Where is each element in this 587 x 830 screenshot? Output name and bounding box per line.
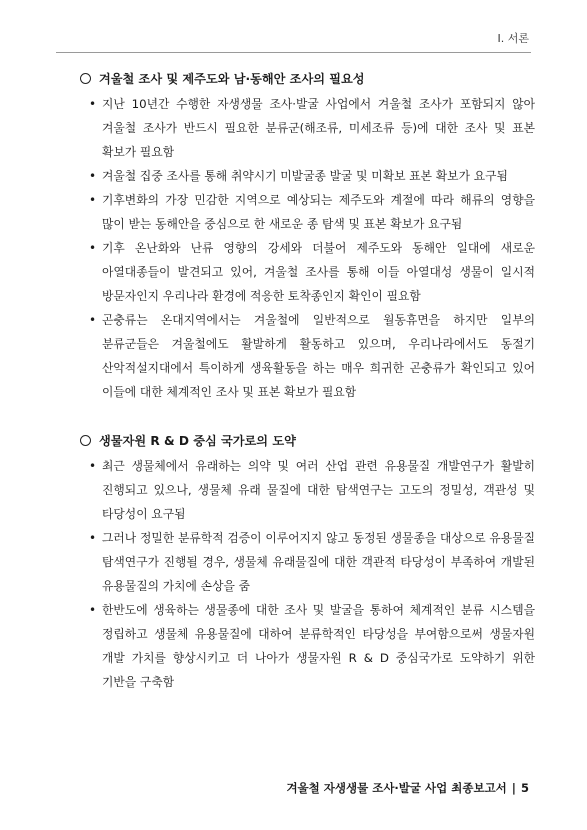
section-heading-text: 겨울철 조사 및 제주도와 남·동해안 조사의 필요성 bbox=[99, 72, 365, 86]
bullet-icon: • bbox=[89, 313, 97, 327]
section-heading bbox=[80, 70, 535, 88]
list-item bbox=[80, 526, 535, 598]
bullet-list bbox=[80, 454, 535, 694]
list-item bbox=[80, 164, 535, 188]
list-item bbox=[80, 454, 535, 526]
section-heading-text: 생물자원 R & D 중심 국가로의 도약 bbox=[99, 434, 296, 448]
list-item-text: 그러나 정밀한 분류학적 검증이 이루어지지 않고 동정된 생물종을 대상으로 유용물질 탐색연구가 진행될 경우, 생물체 유래물질에 대한 객관적 타당성이 부족하여 개발된 유용물질의 가치에 손상을 줌 bbox=[102, 531, 535, 593]
section-heading bbox=[80, 432, 535, 450]
list-item bbox=[80, 598, 535, 694]
section-bioresource-rd bbox=[80, 432, 535, 694]
list-item-text: 기후 온난화와 난류 영향의 강세와 더불어 제주도와 동해안 일대에 새로운 아열대종들이 발견되고 있어, 겨울철 조사를 통해 이들 아열대성 생물이 일시적 방문자인지 우리나라 환경에 적응한 토착종인지 확인이 필요함 bbox=[102, 241, 535, 303]
footer-report-title: 겨울철 자생생물 조사·발굴 사업 최종보고서 bbox=[286, 781, 507, 795]
list-item-text: 최근 생물체에서 유래하는 의약 및 여러 산업 관련 유용물질 개발연구가 활발히 진행되고 있으나, 생물체 유래 물질에 대한 탐색연구는 고도의 정밀성, 객관성 및 타당성이 요구됨 bbox=[102, 459, 535, 521]
bullet-list bbox=[80, 92, 535, 404]
bullet-icon: • bbox=[89, 459, 97, 473]
list-item-text: 곤충류는 온대지역에서는 겨울철에 일반적으로 월동휴면을 하지만 일부의 분류군들은 겨울철에도 활발하게 활동하고 있으며, 우리나라에서도 동절기 산악적설지대에서 특이하게 생육활동을 하는 매우 희귀한 곤충류가 확인되고 있어 이들에 대한 체계적인 조사 및 표본 확보가 필요함 bbox=[102, 313, 535, 399]
list-item-text: 겨울철 집중 조사를 통해 취약시기 미발굴종 발굴 및 미확보 표본 확보가 요구됨 bbox=[102, 169, 508, 183]
section-winter-survey bbox=[80, 70, 535, 404]
bullet-icon: • bbox=[89, 531, 97, 545]
page-footer bbox=[286, 780, 529, 796]
running-header: I. 서론 bbox=[497, 32, 529, 45]
footer-separator: | bbox=[511, 781, 516, 795]
hollow-circle-icon bbox=[80, 435, 91, 446]
list-item bbox=[80, 188, 535, 236]
hollow-circle-icon bbox=[80, 73, 91, 84]
list-item bbox=[80, 236, 535, 308]
bullet-icon: • bbox=[89, 97, 97, 111]
bullet-icon: • bbox=[89, 169, 97, 183]
bullet-icon: • bbox=[89, 241, 97, 255]
list-item-text: 지난 10년간 수행한 자생생물 조사·발굴 사업에서 겨울철 조사가 포함되지 않아 겨울철 조사가 반드시 필요한 분류군(해조류, 미세조류 등)에 대한 조사 및 표본 확보가 필요함 bbox=[102, 97, 535, 159]
list-item-text: 한반도에 생육하는 생물종에 대한 조사 및 발굴을 통하여 체계적인 분류 시스템을 정립하고 생물체 유용물질에 대하여 분류학적인 타당성을 부여함으로써 생물자원 개발 가치를 향상시키고 더 나아가 생물자원 R & D 중심국가로 도약하기 위한 기반을 구축함 bbox=[102, 603, 535, 689]
bullet-icon: • bbox=[89, 603, 97, 617]
list-item-text: 기후변화의 가장 민감한 지역으로 예상되는 제주도와 계절에 따라 해류의 영향을 많이 받는 동해안을 중심으로 한 새로운 종 탐색 및 표본 확보가 요구됨 bbox=[102, 193, 535, 231]
bullet-icon: • bbox=[89, 193, 97, 207]
page-number: 5 bbox=[520, 781, 529, 795]
header-divider bbox=[56, 52, 531, 53]
list-item bbox=[80, 308, 535, 404]
list-item bbox=[80, 92, 535, 164]
